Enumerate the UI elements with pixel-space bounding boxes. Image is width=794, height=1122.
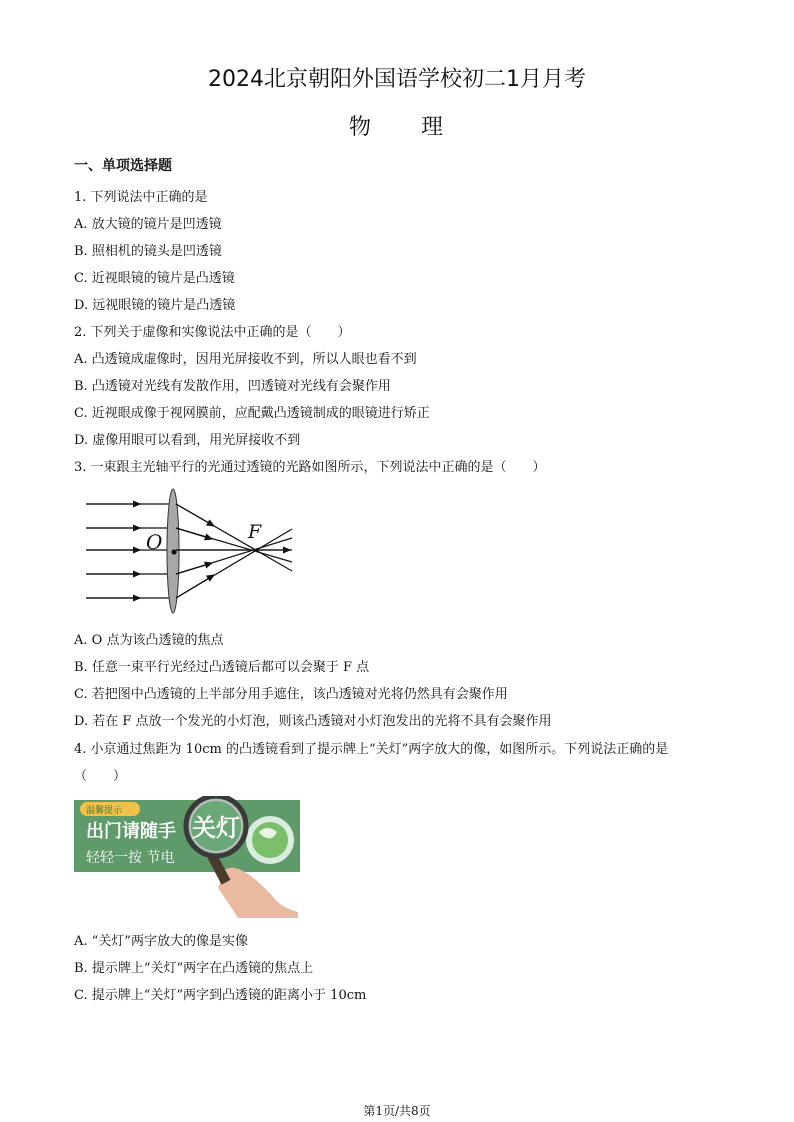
q4-option-a: A. “关灯”两字放大的像是实像 — [74, 934, 248, 949]
q3-option-d: D. 若在 F 点放一个发光的小灯泡，则该凸透镜对小灯泡发出的光将不具有会聚作用 — [74, 714, 552, 729]
refracted-rays — [176, 504, 292, 598]
q2-option-d: D. 虚像用眼可以看到，用光屏接收不到 — [74, 433, 301, 448]
label-f: F — [248, 521, 262, 543]
optical-center-dot — [171, 549, 176, 554]
q2-option-a: A. 凸透镜成虚像时，因用光屏接收不到，所以人眼也看不到 — [74, 352, 417, 367]
subject-title: 物 理 — [348, 115, 445, 140]
q3-option-c: C. 若把图中凸透镜的上半部分用手遮住，该凸透镜对光将仍然具有会聚作用 — [74, 687, 508, 702]
q1-option-a: A. 放大镜的镜片是凹透镜 — [74, 217, 222, 232]
hand-graphic — [218, 868, 298, 918]
page-title: 2024北京朝阳外国语学校初二1月月考 — [208, 67, 586, 92]
q3-option-b: B. 任意一束平行光经过凸透镜后都可以会聚于 F 点 — [74, 660, 370, 675]
page-footer: 第1页/共8页 — [363, 1104, 431, 1118]
q1-option-d: D. 远视眼镜的镜片是凸透镜 — [74, 298, 236, 313]
sign-line1: 出门请随手 — [86, 821, 176, 842]
q4-stem-line1: 4. 小京通过焦距为 10cm 的凸透镜看到了提示牌上“关灯”两字放大的像，如图所示。下列说法正确的是 — [74, 742, 669, 757]
q2-option-c: C. 近视眼成像于视网膜前，应配戴凸透镜制成的眼镜进行矫正 — [74, 406, 430, 421]
q4-option-c: C. 提示牌上“关灯”两字到凸透镜的距离小于 10cm — [74, 988, 367, 1003]
q1-stem: 1. 下列说法中正确的是 — [74, 190, 208, 205]
q3-option-a: A. O 点为该凸透镜的焦点 — [74, 633, 224, 648]
sign-line2: 轻轻一按 节电 — [86, 850, 175, 866]
q1-option-b: B. 照相机的镜头是凹透镜 — [74, 244, 222, 259]
q4-option-b: B. 提示牌上“关灯”两字在凸透镜的焦点上 — [74, 961, 314, 976]
sign-tag: 温馨提示 — [86, 806, 123, 816]
q1-option-c: C. 近视眼镜的镜片是凸透镜 — [74, 271, 235, 286]
section-heading: 一、单项选择题 — [74, 158, 172, 174]
sign-magnifier-photo — [74, 796, 302, 918]
q3-stem: 3. 一束跟主光轴平行的光通过透镜的光路如图所示，下列说法中正确的是（ ） — [74, 460, 546, 475]
q4-stem-line2: （ ） — [74, 769, 127, 784]
label-o: O — [146, 530, 163, 554]
convex-lens-ray-diagram — [84, 486, 298, 618]
magnified-text: 关灯 — [192, 814, 240, 842]
q2-stem: 2. 下列关于虚像和实像说法中正确的是（ ） — [74, 325, 351, 340]
q2-option-b: B. 凸透镜对光线有发散作用，凹透镜对光线有会聚作用 — [74, 379, 391, 394]
